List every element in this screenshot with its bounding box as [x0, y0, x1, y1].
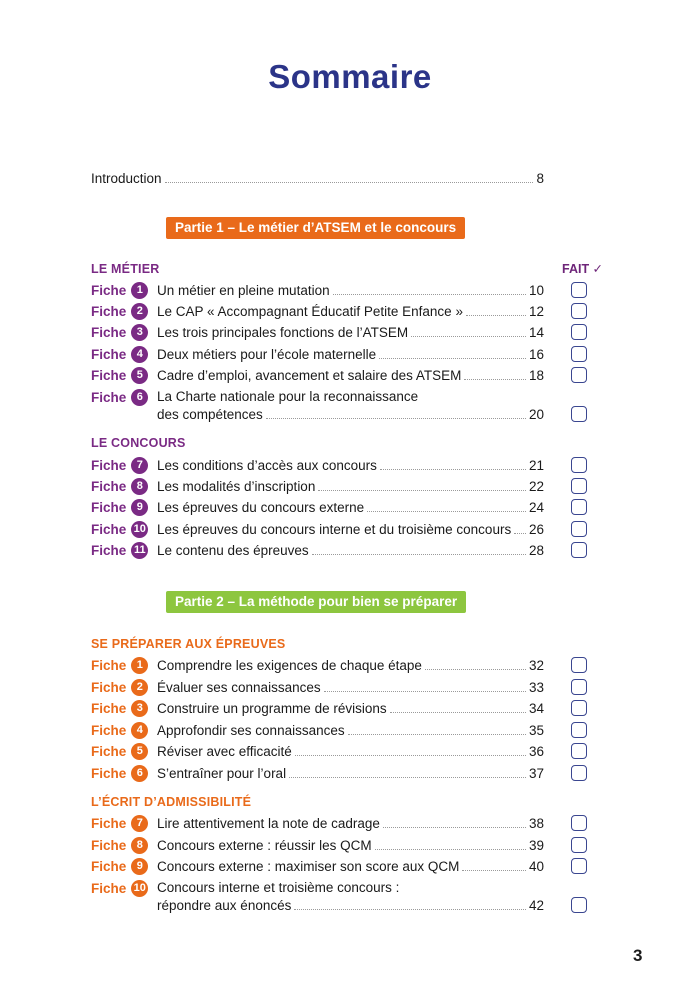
toc-label: Le CAP « Accompagnant Éducatif Petite Enfance » — [157, 304, 463, 319]
fiche-number-badge: 9 — [131, 499, 148, 516]
toc-entry[interactable] — [157, 300, 544, 320]
toc-label: Concours externe : maximiser son score aux QCM — [157, 859, 460, 874]
fiche-number-badge: 7 — [131, 815, 148, 832]
toc-page: 39 — [528, 838, 544, 853]
fiche-label — [91, 302, 148, 320]
toc-label: S’entraîner pour l’oral — [157, 766, 287, 781]
fiche-number-badge: 8 — [131, 837, 148, 854]
leader-dots — [411, 336, 526, 337]
leader-dots — [466, 315, 526, 316]
fiche-word: Fiche — [91, 499, 127, 515]
toc-entry[interactable] — [157, 762, 544, 782]
fiche-label — [91, 388, 148, 406]
leader-dots — [165, 182, 534, 183]
fiche-number-badge: 5 — [131, 743, 148, 760]
toc-label: Les modalités d’inscription — [157, 479, 316, 494]
toc-page: 33 — [528, 680, 544, 695]
fiche-word: Fiche — [91, 679, 127, 695]
fiche-word: Fiche — [91, 389, 127, 405]
toc-label: Deux métiers pour l’école maternelle — [157, 347, 377, 362]
fiche-word: Fiche — [91, 282, 127, 298]
leader-dots — [390, 712, 526, 713]
fiche-word: Fiche — [91, 815, 127, 831]
toc-page: 10 — [528, 283, 544, 298]
fait-checkbox[interactable] — [571, 346, 587, 362]
toc-entry[interactable] — [157, 894, 544, 914]
toc-page: 34 — [528, 701, 544, 716]
toc-entry[interactable] — [157, 454, 544, 474]
fiche-label — [91, 857, 148, 875]
fait-checkbox[interactable] — [571, 657, 587, 673]
fiche-label — [91, 541, 148, 559]
fiche-word: Fiche — [91, 858, 127, 874]
fiche-label — [91, 699, 148, 717]
toc-page: 22 — [528, 479, 544, 494]
section-heading-ecrit: L’ÉCRIT D’ADMISSIBILITÉ — [91, 795, 252, 809]
fiche-word: Fiche — [91, 700, 127, 716]
fait-checkbox[interactable] — [571, 837, 587, 853]
toc-entry[interactable] — [157, 343, 544, 363]
fiche-label — [91, 836, 148, 854]
toc-page: 37 — [528, 766, 544, 781]
toc-entry[interactable] — [157, 475, 544, 495]
toc-entry[interactable] — [157, 719, 544, 739]
leader-dots — [380, 469, 526, 470]
fiche-word: Fiche — [91, 743, 127, 759]
toc-label: Cadre d’emploi, avancement et salaire des ATSEM — [157, 368, 462, 383]
fiche-number-badge: 3 — [131, 700, 148, 717]
fiche-label — [91, 742, 148, 760]
fiche-label — [91, 520, 148, 538]
fiche-number-badge: 8 — [131, 478, 148, 495]
leader-dots — [333, 294, 526, 295]
fait-checkbox[interactable] — [571, 282, 587, 298]
toc-page: 14 — [528, 325, 544, 340]
fait-checkbox[interactable] — [571, 499, 587, 515]
fiche-word: Fiche — [91, 478, 127, 494]
toc-entry[interactable] — [157, 812, 544, 832]
toc-entry[interactable] — [157, 364, 544, 384]
fait-checkbox[interactable] — [571, 521, 587, 537]
toc-page: 35 — [528, 723, 544, 738]
fiche-word: Fiche — [91, 521, 127, 537]
page-title: Sommaire — [268, 58, 432, 95]
toc-page: 8 — [536, 171, 544, 186]
fait-checkbox[interactable] — [571, 303, 587, 319]
fiche-word: Fiche — [91, 303, 127, 319]
toc-label: Le contenu des épreuves — [157, 543, 309, 558]
toc-page: 12 — [528, 304, 544, 319]
toc-page: 18 — [528, 368, 544, 383]
fiche-number-badge: 3 — [131, 324, 148, 341]
fiche-number-badge: 10 — [131, 880, 148, 897]
toc-entry[interactable] — [157, 496, 544, 516]
toc-label: Introduction — [91, 171, 162, 186]
fiche-label — [91, 656, 148, 674]
fiche-number-badge: 9 — [131, 858, 148, 875]
toc-page: 20 — [528, 407, 544, 422]
toc-entry[interactable] — [157, 855, 544, 875]
section-heading-metier: LE MÉTIER — [91, 262, 160, 276]
fiche-number-badge: 2 — [131, 303, 148, 320]
fiche-number-badge: 1 — [131, 657, 148, 674]
fiche-number-badge: 1 — [131, 282, 148, 299]
toc-entry[interactable] — [157, 321, 544, 341]
leader-dots — [514, 533, 526, 534]
fiche-label — [91, 721, 148, 739]
leader-dots — [294, 909, 526, 910]
leader-dots — [464, 379, 526, 380]
toc-label: Comprendre les exigences de chaque étape — [157, 658, 422, 673]
toc-label: Lire attentivement la note de cadrage — [157, 816, 380, 831]
fiche-number-badge: 11 — [131, 542, 148, 559]
toc-label: Approfondir ses connaissances — [157, 723, 345, 738]
fait-checkbox[interactable] — [571, 858, 587, 874]
toc-page: 42 — [528, 898, 544, 913]
toc-entry[interactable] — [157, 676, 544, 696]
leader-dots — [289, 777, 526, 778]
toc-label: Les trois principales fonctions de l’ATSEM — [157, 325, 409, 340]
leader-dots — [367, 511, 526, 512]
toc-label-line1: Concours interne et troisième concours : — [157, 880, 400, 895]
leader-dots — [348, 734, 526, 735]
toc-page: 40 — [528, 859, 544, 874]
fiche-word: Fiche — [91, 722, 127, 738]
fiche-number-badge: 10 — [131, 521, 148, 538]
leader-dots — [312, 554, 526, 555]
fait-checkbox[interactable] — [571, 542, 587, 558]
toc-label: Les épreuves du concours interne et du troisième concours — [157, 522, 512, 537]
leader-dots — [266, 418, 526, 419]
fiche-label — [91, 498, 148, 516]
toc-label: répondre aux énoncés — [157, 898, 292, 913]
fait-checkbox[interactable] — [571, 897, 587, 913]
fiche-number-badge: 6 — [131, 765, 148, 782]
fiche-word: Fiche — [91, 880, 127, 896]
toc-entry[interactable] — [157, 403, 544, 423]
leader-dots — [318, 490, 526, 491]
fiche-word: Fiche — [91, 657, 127, 673]
fait-checkbox[interactable] — [571, 743, 587, 759]
toc-label: Construire un programme de révisions — [157, 701, 387, 716]
leader-dots — [379, 358, 526, 359]
fait-checkbox[interactable] — [571, 765, 587, 781]
section-heading-preparer: SE PRÉPARER AUX ÉPREUVES — [91, 637, 286, 651]
fiche-word: Fiche — [91, 324, 127, 340]
toc-page: 26 — [528, 522, 544, 537]
partie-2-banner: Partie 2 – La méthode pour bien se préparer — [166, 591, 466, 613]
toc-label: Réviser avec efficacité — [157, 744, 292, 759]
fiche-word: Fiche — [91, 457, 127, 473]
toc-label: Un métier en pleine mutation — [157, 283, 330, 298]
toc-introduction[interactable] — [91, 167, 544, 187]
toc-page: 28 — [528, 543, 544, 558]
fiche-word: Fiche — [91, 346, 127, 362]
toc-label: Évaluer ses connaissances — [157, 680, 321, 695]
toc-page: 36 — [528, 744, 544, 759]
fiche-word: Fiche — [91, 367, 127, 383]
fait-checkbox[interactable] — [571, 722, 587, 738]
leader-dots — [383, 827, 526, 828]
fiche-word: Fiche — [91, 765, 127, 781]
fiche-label — [91, 345, 148, 363]
fiche-label — [91, 814, 148, 832]
fiche-label — [91, 281, 148, 299]
fait-checkbox[interactable] — [571, 700, 587, 716]
leader-dots — [462, 870, 526, 871]
toc-entry[interactable] — [157, 539, 544, 559]
fait-column-header: FAIT ✓ — [562, 262, 604, 276]
toc-label: Concours externe : réussir les QCM — [157, 838, 372, 853]
fait-checkbox[interactable] — [571, 324, 587, 340]
fait-checkbox[interactable] — [571, 679, 587, 695]
fait-checkbox[interactable] — [571, 367, 587, 383]
fiche-number-badge: 6 — [131, 389, 148, 406]
fiche-number-badge: 4 — [131, 346, 148, 363]
fiche-label — [91, 366, 148, 384]
fiche-number-badge: 5 — [131, 367, 148, 384]
toc-page: 21 — [528, 458, 544, 473]
toc-entry[interactable] — [157, 834, 544, 854]
fait-checkbox[interactable] — [571, 478, 587, 494]
leader-dots — [295, 755, 526, 756]
toc-entry[interactable] — [157, 279, 544, 299]
partie-1-banner: Partie 1 – Le métier d’ATSEM et le concours — [166, 217, 465, 239]
toc-label-line1: La Charte nationale pour la reconnaissance — [157, 389, 419, 404]
fait-checkbox[interactable] — [571, 457, 587, 473]
toc-label: Les épreuves du concours externe — [157, 500, 365, 515]
leader-dots — [375, 849, 526, 850]
fiche-label — [91, 323, 148, 341]
toc-label: des compétences — [157, 407, 263, 422]
toc-page: 38 — [528, 816, 544, 831]
toc-entry[interactable] — [157, 740, 544, 760]
fiche-label — [91, 477, 148, 495]
leader-dots — [324, 691, 526, 692]
fait-checkbox[interactable] — [571, 406, 587, 422]
toc-page: 16 — [528, 347, 544, 362]
fiche-label — [91, 764, 148, 782]
toc-label: Les conditions d’accès aux concours — [157, 458, 377, 473]
toc-page: 24 — [528, 500, 544, 515]
toc-entry[interactable] — [157, 518, 544, 538]
toc-entry[interactable] — [157, 697, 544, 717]
fiche-label — [91, 678, 148, 696]
fiche-number-badge: 4 — [131, 722, 148, 739]
toc-entry[interactable] — [157, 654, 544, 674]
fiche-label — [91, 456, 148, 474]
fiche-number-badge: 7 — [131, 457, 148, 474]
fiche-word: Fiche — [91, 837, 127, 853]
page-number: 3 — [633, 946, 643, 965]
toc-page: 32 — [528, 658, 544, 673]
fait-checkbox[interactable] — [571, 815, 587, 831]
fiche-number-badge: 2 — [131, 679, 148, 696]
fiche-word: Fiche — [91, 542, 127, 558]
fiche-label — [91, 879, 148, 897]
leader-dots — [425, 669, 526, 670]
section-heading-concours: LE CONCOURS — [91, 436, 186, 450]
